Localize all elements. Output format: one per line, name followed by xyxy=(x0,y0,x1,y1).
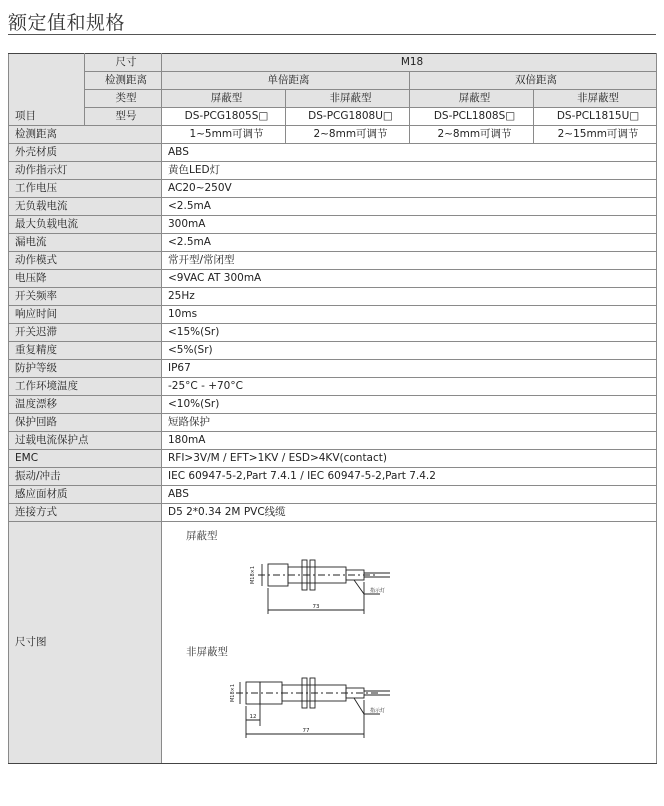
unshielded-length-label: 77 xyxy=(302,728,310,734)
row-label: 防护等级 xyxy=(9,360,162,378)
row-label: EMC xyxy=(9,450,162,468)
spec-row xyxy=(9,198,657,216)
size-label: 尺寸 xyxy=(85,54,162,72)
spec-row xyxy=(9,216,657,234)
row-value: 常开型/常闭型 xyxy=(162,252,657,270)
detect-distance-row xyxy=(9,126,657,144)
spec-row xyxy=(9,252,657,270)
spec-row xyxy=(9,360,657,378)
distance-single: 单倍距离 xyxy=(162,72,410,90)
size-row xyxy=(9,54,657,72)
row-label: 尺寸图 xyxy=(9,522,162,764)
row-value: <2.5mA xyxy=(162,234,657,252)
detect-value: 2~8mm可调节 xyxy=(410,126,534,144)
item-header: 项目 xyxy=(9,54,85,126)
row-label: 保护回路 xyxy=(9,414,162,432)
distance-label: 检测距离 xyxy=(85,72,162,90)
row-value: ABS xyxy=(162,486,657,504)
row-value: 黄色LED灯 xyxy=(162,162,657,180)
model-cell: DS-PCG1805S□ xyxy=(162,108,286,126)
row-value: <10%(Sr) xyxy=(162,396,657,414)
row-value: <9VAC AT 300mA xyxy=(162,270,657,288)
unshielded-caption: 非屏蔽型 xyxy=(186,646,228,658)
model-cell: DS-PCG1808U□ xyxy=(286,108,410,126)
row-value: <2.5mA xyxy=(162,198,657,216)
dimension-row xyxy=(9,522,657,764)
distance-row xyxy=(9,72,657,90)
dimension-drawing-cell xyxy=(162,522,657,764)
unshielded-protrusion-label: 12 xyxy=(249,714,257,720)
type-cell: 非屏蔽型 xyxy=(534,90,657,108)
row-label: 检测距离 xyxy=(9,126,162,144)
title-divider xyxy=(8,34,656,35)
spec-row xyxy=(9,270,657,288)
detect-value: 2~8mm可调节 xyxy=(286,126,410,144)
shielded-caption: 屏蔽型 xyxy=(186,530,218,542)
spec-row xyxy=(9,396,657,414)
row-label: 最大负载电流 xyxy=(9,216,162,234)
spec-row xyxy=(9,504,657,522)
row-value: 25Hz xyxy=(162,288,657,306)
row-value: -25°C - +70°C xyxy=(162,378,657,396)
row-label: 工作环境温度 xyxy=(9,378,162,396)
row-value: 180mA xyxy=(162,432,657,450)
spec-row xyxy=(9,468,657,486)
row-label: 连接方式 xyxy=(9,504,162,522)
row-label: 开关迟滞 xyxy=(9,324,162,342)
spec-row xyxy=(9,324,657,342)
row-label: 开关频率 xyxy=(9,288,162,306)
row-value: IP67 xyxy=(162,360,657,378)
model-row xyxy=(9,108,657,126)
spec-row xyxy=(9,414,657,432)
row-label: 振动/冲击 xyxy=(9,468,162,486)
row-value: 短路保护 xyxy=(162,414,657,432)
spec-row xyxy=(9,486,657,504)
page-title: 额定值和规格 xyxy=(8,12,126,34)
spec-row xyxy=(9,450,657,468)
row-label: 漏电流 xyxy=(9,234,162,252)
type-cell: 非屏蔽型 xyxy=(286,90,410,108)
size-value: M18 xyxy=(162,54,657,72)
row-value: 300mA xyxy=(162,216,657,234)
row-value: AC20~250V xyxy=(162,180,657,198)
spec-row xyxy=(9,234,657,252)
row-label: 动作指示灯 xyxy=(9,162,162,180)
row-value: RFI>3V/M / EFT>1KV / ESD>4KV(contact) xyxy=(162,450,657,468)
spec-row xyxy=(9,288,657,306)
model-label: 型号 xyxy=(85,108,162,126)
row-label: 电压降 xyxy=(9,270,162,288)
model-cell: DS-PCL1815U□ xyxy=(534,108,657,126)
row-value: 10ms xyxy=(162,306,657,324)
row-value: D5 2*0.34 2M PVC线缆 xyxy=(162,504,657,522)
unshielded-led-label: 指示灯 xyxy=(370,708,386,714)
spec-row xyxy=(9,432,657,450)
spec-row xyxy=(9,342,657,360)
row-value: ABS xyxy=(162,144,657,162)
shielded-length-label: 73 xyxy=(312,604,320,610)
spec-row xyxy=(9,180,657,198)
spec-row xyxy=(9,162,657,180)
spec-row xyxy=(9,378,657,396)
shielded-led-label: 指示灯 xyxy=(370,588,386,594)
row-label: 响应时间 xyxy=(9,306,162,324)
spec-row xyxy=(9,144,657,162)
detect-value: 2~15mm可调节 xyxy=(534,126,657,144)
row-label: 工作电压 xyxy=(9,180,162,198)
distance-double: 双倍距离 xyxy=(410,72,657,90)
detect-value: 1~5mm可调节 xyxy=(162,126,286,144)
row-label: 感应面材质 xyxy=(9,486,162,504)
spec-row xyxy=(9,306,657,324)
row-label: 动作模式 xyxy=(9,252,162,270)
row-label: 无负载电流 xyxy=(9,198,162,216)
row-value: IEC 60947-5-2,Part 7.4.1 / IEC 60947-5-2,Part 7.4.2 xyxy=(162,468,657,486)
row-value: <5%(Sr) xyxy=(162,342,657,360)
row-value: <15%(Sr) xyxy=(162,324,657,342)
type-cell: 屏蔽型 xyxy=(410,90,534,108)
row-label: 过载电流保护点 xyxy=(9,432,162,450)
shielded-sensor-drawing xyxy=(228,548,428,624)
row-label: 重复精度 xyxy=(9,342,162,360)
spec-table xyxy=(8,53,657,764)
unshielded-diameter-label: M18×1 xyxy=(230,683,236,703)
type-label: 类型 xyxy=(85,90,162,108)
row-label: 外壳材质 xyxy=(9,144,162,162)
row-label: 温度漂移 xyxy=(9,396,162,414)
type-row xyxy=(9,90,657,108)
type-cell: 屏蔽型 xyxy=(162,90,286,108)
shielded-diameter-label: M18×1 xyxy=(250,565,256,585)
model-cell: DS-PCL1808S□ xyxy=(410,108,534,126)
unshielded-sensor-drawing xyxy=(228,664,428,746)
